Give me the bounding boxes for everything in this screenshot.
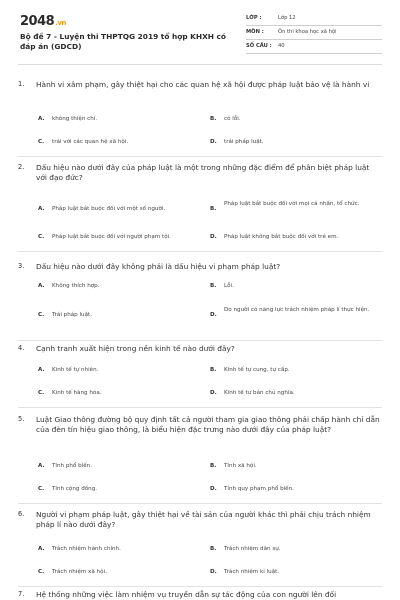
site-logo[interactable]: [20, 14, 66, 29]
meta-row-class: [246, 12, 382, 26]
option-text: Tính phổ biến.: [52, 463, 93, 469]
option-letter: C.: [38, 569, 45, 575]
option-letter: A.: [38, 463, 45, 469]
option-letter: A.: [38, 546, 45, 552]
question-number: 4.: [18, 344, 25, 352]
option-text: Trách nhiệm dân sự.: [224, 546, 281, 552]
question-number: 7.: [18, 590, 25, 598]
option-text: Kinh tế tư bản chủ nghĩa.: [224, 390, 295, 396]
question-6: [18, 510, 382, 585]
question-number: 3.: [18, 262, 25, 270]
question-separator: [18, 503, 382, 504]
option-text: Kinh tế hàng hóa.: [52, 390, 102, 396]
option-text: Trách nhiệm xã hội.: [52, 569, 107, 575]
option-letter: B.: [210, 283, 217, 289]
question-number: 6.: [18, 510, 25, 518]
option-letter: D.: [210, 312, 217, 318]
option-text: trái với các quan hệ xã hội.: [52, 139, 129, 145]
option-letter: A.: [38, 206, 45, 212]
option-text: Do người có năng lực trách nhiệm pháp lí thực hiện.: [224, 307, 370, 313]
option-text: Tính cộng đồng.: [52, 486, 98, 492]
option-letter: C.: [38, 139, 45, 145]
question-2: [18, 163, 382, 253]
question-text: Dấu hiệu nào dưới đây của pháp luật là một trong những đặc điểm để phân biệt pháp luật với đạo đức?: [36, 163, 370, 182]
question-number: 1.: [18, 80, 25, 88]
option-text: Lỗi.: [224, 283, 234, 289]
option-text: trái pháp luật.: [224, 139, 264, 145]
question-separator: [18, 340, 382, 341]
option-letter: A.: [38, 116, 45, 122]
option-text: không thiện chí.: [52, 116, 98, 122]
option-letter: D.: [210, 234, 217, 240]
option-text: có lỗi.: [224, 116, 241, 122]
header-divider: [18, 64, 382, 65]
meta-key: SỐ CÂU :: [246, 43, 272, 49]
option-letter: B.: [210, 116, 217, 122]
option-text: Pháp luật bắt buộc đối với một số người.: [52, 206, 166, 212]
option-letter: C.: [38, 486, 45, 492]
question-number: 5.: [18, 415, 25, 423]
question-text: Dấu hiệu nào dưới đây không phải là dấu hiệu vi phạm pháp luật?: [36, 262, 281, 271]
option-text: Tính quy phạm phổ biến.: [224, 486, 294, 492]
option-letter: B.: [210, 367, 217, 373]
option-letter: D.: [210, 486, 217, 492]
question-separator: [18, 586, 382, 587]
option-text: Trách nhiệm kỉ luật.: [224, 569, 280, 575]
meta-value: Lớp 12: [278, 15, 296, 21]
option-letter: B.: [210, 463, 217, 469]
option-letter: D.: [210, 139, 217, 145]
option-letter: D.: [210, 569, 217, 575]
question-7: [18, 590, 382, 600]
question-4: [18, 344, 382, 409]
question-text: Cạnh tranh xuất hiện trong nền kinh tế nào dưới đây?: [36, 344, 235, 353]
option-letter: B.: [210, 546, 217, 552]
question-text: Người vi phạm pháp luật, gây thiệt hại về tài sản của người khác thì phải chịu trách nhiệm pháp lí nào dưới đây?: [36, 510, 371, 529]
meta-key: MÔN :: [246, 29, 264, 35]
option-letter: D.: [210, 390, 217, 396]
meta-row-subject: [246, 26, 382, 40]
question-1: [18, 80, 382, 158]
option-text: Trách nhiệm hành chính.: [52, 546, 121, 552]
question-number: 2.: [18, 163, 25, 171]
question-text: Hệ thống những việc làm nhiệm vụ truyền dẫn sự tác động của con người lên đối: [36, 590, 337, 599]
option-text: Pháp luật bắt buộc đối với mọi cá nhân, tổ chức.: [224, 201, 360, 207]
document-header: [20, 12, 382, 58]
option-text: Tính xã hội.: [224, 463, 257, 469]
question-separator: [18, 407, 382, 408]
logo-suffix: .vn: [55, 19, 66, 27]
meta-row-count: [246, 40, 382, 54]
option-text: Pháp luật không bắt buộc đối với trẻ em.: [224, 234, 339, 240]
option-text: Kinh tế tự nhiên.: [52, 367, 99, 373]
option-letter: C.: [38, 234, 45, 240]
question-text: Hành vi xâm phạm, gây thiệt hại cho các quan hệ xã hội được pháp luật bảo vệ là hành vi: [36, 80, 370, 89]
option-text: Trái pháp luật.: [52, 312, 93, 318]
logo-main: 2048: [20, 14, 55, 29]
question-text: Luật Giao thông đường bộ quy định tất cả người tham gia giao thông phải chấp hành chỉ dẫn của đèn tín hiệu giao thông, là biểu hiện đặc trưng nào dưới đây của pháp luật?: [36, 415, 380, 434]
exam-title: Bộ đề 7 - Luyện thi THPTQG 2019 tổ hợp KHXH có đáp án (GDCD): [20, 32, 227, 51]
option-text: Không thích hợp.: [52, 283, 100, 289]
option-letter: A.: [38, 367, 45, 373]
meta-key: LỚP :: [246, 15, 262, 21]
option-letter: A.: [38, 283, 45, 289]
meta-value: Ôn thi khoa học xã hội: [278, 29, 337, 35]
option-letter: C.: [38, 312, 45, 318]
meta-value: 40: [278, 43, 285, 49]
question-separator: [18, 251, 382, 252]
option-letter: B.: [210, 206, 217, 212]
question-separator: [18, 156, 382, 157]
option-text: Pháp luật bắt buộc đối với người phạm tội.: [52, 234, 171, 240]
option-letter: C.: [38, 390, 45, 396]
question-5: [18, 415, 382, 505]
exam-meta: [246, 12, 382, 54]
option-text: Kinh tế tự cung, tự cấp.: [224, 367, 290, 373]
question-3: [18, 262, 382, 342]
